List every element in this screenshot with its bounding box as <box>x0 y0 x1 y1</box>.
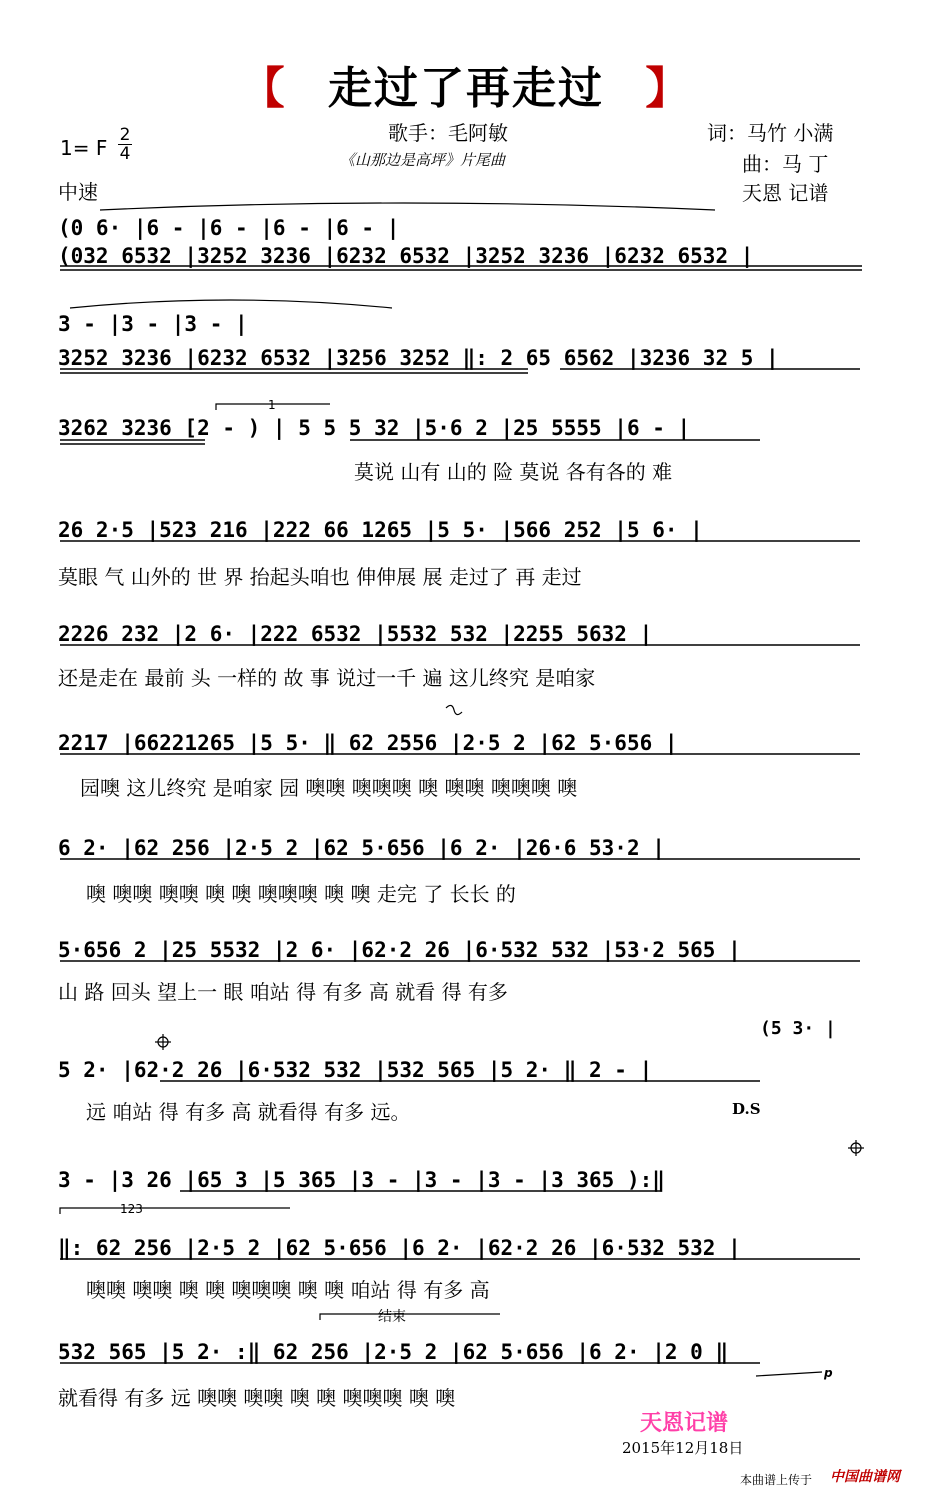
date: 2015年12月18日 <box>622 1439 744 1457</box>
lyrics-row-13: 噢噢 噢噢 噢 噢 噢噢噢 噢 噢 咱站 得 有多 高 <box>86 1278 490 1302</box>
ending-end-label: 结束 <box>378 1309 406 1325</box>
ending-second-label: 123 <box>120 1202 143 1216</box>
score-row-12: 3 - |3 26 |65 3 |5 365 |3 - |3 - |3 - |3 365 ):‖ <box>58 1168 665 1192</box>
score-row-6: 26 2·5 |523 216 |222 66 1265 |5 5· |566 252 |5 6· | <box>58 518 703 542</box>
score-row-4: 3252 3236 |6232 6532 |3256 3252 ‖: 2 65 6562 |3236 32 5 | <box>58 346 779 370</box>
score-row-1: (0 6· |6 - |6 - |6 - |6 - | <box>58 216 400 240</box>
lyrics-row-11: 远 咱站 得 有多 高 就看得 有多 远。 <box>86 1100 411 1124</box>
score-row-3: 3 - |3 - |3 - | <box>58 312 248 336</box>
key-text: 1= F <box>60 136 108 160</box>
lyrics-row-14: 就看得 有多 远 噢噢 噢噢 噢 噢 噢噢噢 噢 噢 <box>58 1386 456 1410</box>
lyrics-row-5: 莫说 山有 山的 险 莫说 各有各的 难 <box>354 460 673 484</box>
singer: 歌手：毛阿敏 <box>388 121 508 145</box>
source-note: 《山那边是高坪》片尾曲 <box>340 151 506 169</box>
dynamic-mark: p <box>824 1366 833 1380</box>
signature: 天恩记谱 <box>640 1410 729 1436</box>
score-row-5: 3262 3236 [2 - ) | 5 5 5 32 |5·6 2 |25 5555 |6 - | <box>58 416 691 440</box>
slur-icon <box>70 300 392 308</box>
score-row-7: 2226 232 |2 6· |222 6532 |5532 532 |2255 5632 | <box>58 622 653 646</box>
tempo: 中速 <box>58 180 98 204</box>
ending-first-label: 1 <box>268 398 276 412</box>
score-row-8: 2217 |66221265 |5 5· ‖ 62 2556 |2·5 2 |62 5·656 | <box>58 731 678 755</box>
score-row-9: 6 2· |62 256 |2·5 2 |62 5·656 |6 2· |26·6 53·2 | <box>58 836 665 860</box>
title-text: 走过了再走过 <box>328 63 604 114</box>
segno-icon <box>446 705 462 714</box>
ending-bracket-icon <box>216 404 330 410</box>
lyrics-row-6: 莫眼 气 山外的 世 界 抬起头咱也 伸伸展 展 走过了 再 走过 <box>58 565 582 589</box>
transcriber: 天恩 记谱 <box>742 181 829 205</box>
title-bracket-left: 【 <box>240 63 287 114</box>
lyrics-row-10: 山 路 回头 望上一 眼 咱站 得 有多 高 就看 得 有多 <box>58 980 508 1004</box>
lyrics-row-8: 园噢 这儿终究 是咱家 园 噢噢 噢噢噢 噢 噢噢 噢噢噢 噢 <box>80 776 578 800</box>
time-sig-bottom: 4 <box>119 144 131 164</box>
score-row-14: 532 565 |5 2· :‖ 62 256 |2·5 2 |62 5·656 |6 2· |2 0 ‖ <box>58 1340 729 1364</box>
upload-note: 本曲谱上传于 <box>740 1473 813 1487</box>
ending-bracket-icon <box>320 1314 500 1320</box>
title-bracket-right: 】 <box>645 63 692 114</box>
lyrics-row-9: 噢 噢噢 噢噢 噢 噢 噢噢噢 噢 噢 走完 了 长长 的 <box>86 882 516 906</box>
lyricist: 词：马竹 小满 <box>707 121 834 145</box>
ending-bracket-icon <box>60 1208 290 1214</box>
ds-label: D.S <box>732 1100 761 1118</box>
site-logo[interactable]: 中国曲谱网 <box>830 1469 900 1485</box>
score-row-11: 5 2· |62·2 26 |6·532 532 |532 565 |5 2· ‖ 2 - | <box>58 1058 653 1082</box>
slur-icon <box>100 203 715 210</box>
dim-line-icon <box>756 1372 822 1376</box>
time-sig-top: 2 <box>119 125 131 145</box>
score-row-2: (032 6532 |3252 3236 |6232 6532 |3252 3236 |6232 6532 | <box>58 244 754 268</box>
score-row-13: ‖: 62 256 |2·5 2 |62 5·656 |6 2· |62·2 26 |6·532 532 | <box>58 1236 741 1260</box>
lyrics-row-7: 还是走在 最前 头 一样的 故 事 说过一千 遍 这儿终究 是咱家 <box>58 666 596 690</box>
score-row-10: 5·656 2 |25 5532 |2 6· |62·2 26 |6·532 532 |53·2 565 | <box>58 938 741 962</box>
intro-marker: (5 3· | <box>760 1018 836 1039</box>
composer: 曲：马 丁 <box>742 152 829 176</box>
